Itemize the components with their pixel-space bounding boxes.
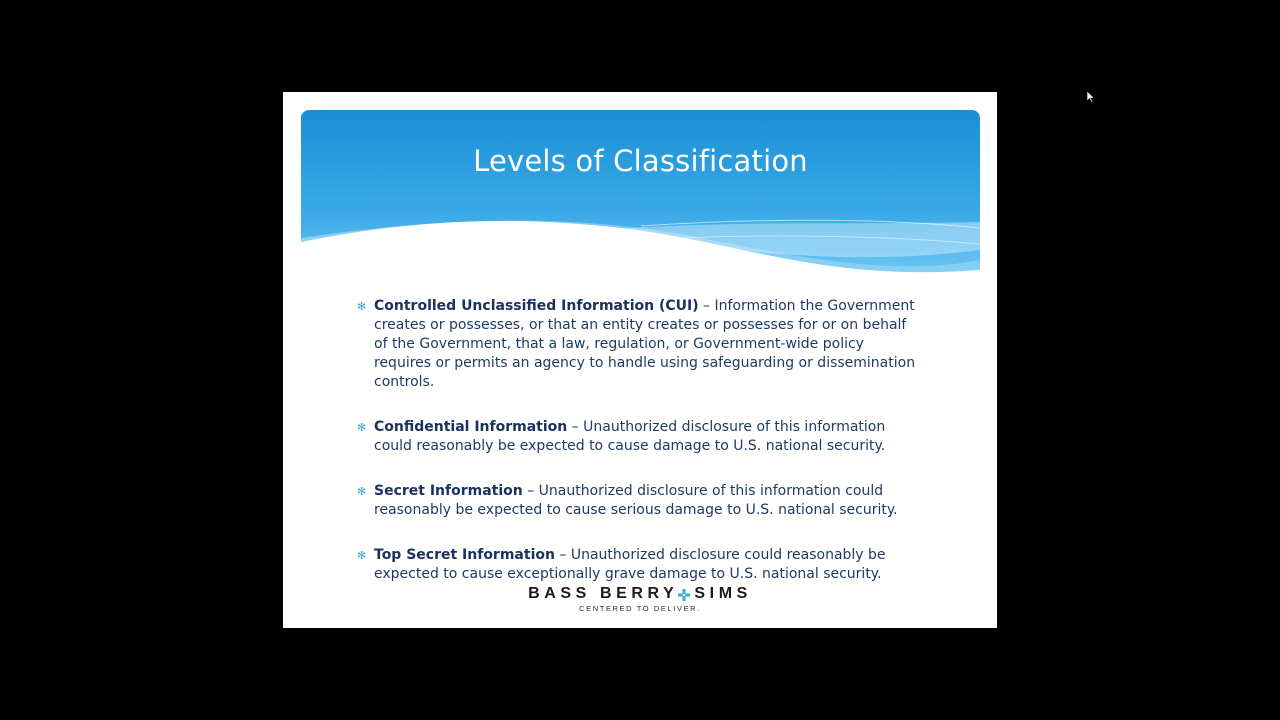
bullet-term: Secret Information [374,483,523,499]
logo-wordmark [528,585,752,603]
asterisk-bullet-icon: ✻ [357,549,367,562]
bullet-confidential [356,418,916,456]
logo-right-text: SIMS [694,585,752,602]
bullet-term: Controlled Unclassified Information (CUI) [374,298,699,314]
bullet-separator: – [698,298,715,314]
bullet-text: Unauthorized disclosure of this information could reasonably be expected to cause serious damage to U.S. national security. [374,483,898,518]
bullet-text: Unauthorized disclosure of this information could reasonably be expected to cause damage to U.S. national security. [374,419,886,454]
bullet-cui [356,297,916,392]
logo-left-text: BASS BERRY [528,585,679,602]
bullet-separator: – [567,419,584,435]
header-wave-graphic [301,110,980,295]
mouse-pointer-icon [1087,90,1095,102]
slide-title: Levels of Classification [473,144,808,178]
bullet-separator: – [522,483,539,499]
presentation-slide [283,92,997,628]
asterisk-bullet-icon: ✻ [357,300,367,313]
bullet-term: Confidential Information [374,419,568,435]
bullet-term: Top Secret Information [374,547,555,563]
asterisk-bullet-icon: ✻ [357,485,367,498]
bullet-list [356,297,916,610]
bullet-secret [356,482,916,520]
company-logo [283,585,997,613]
logo-tagline: CENTERED TO DELIVER. [579,604,701,613]
bullet-text: Unauthorized disclosure could reasonably be expected to cause exceptionally grave damage to U.S. national security. [374,547,886,582]
bullet-text: Information the Government creates or possesses, or that an entity creates or possesses for or on behalf of the Government, that a law, regulation, or Government-wide policy requires or permits an agency to handle using safeguarding or dissemination controls. [374,298,916,390]
bullet-separator: – [554,547,571,563]
asterisk-bullet-icon: ✻ [357,421,367,434]
bullet-top-secret [356,546,916,584]
cross-icon [678,588,690,600]
slide-header-band [301,110,980,295]
